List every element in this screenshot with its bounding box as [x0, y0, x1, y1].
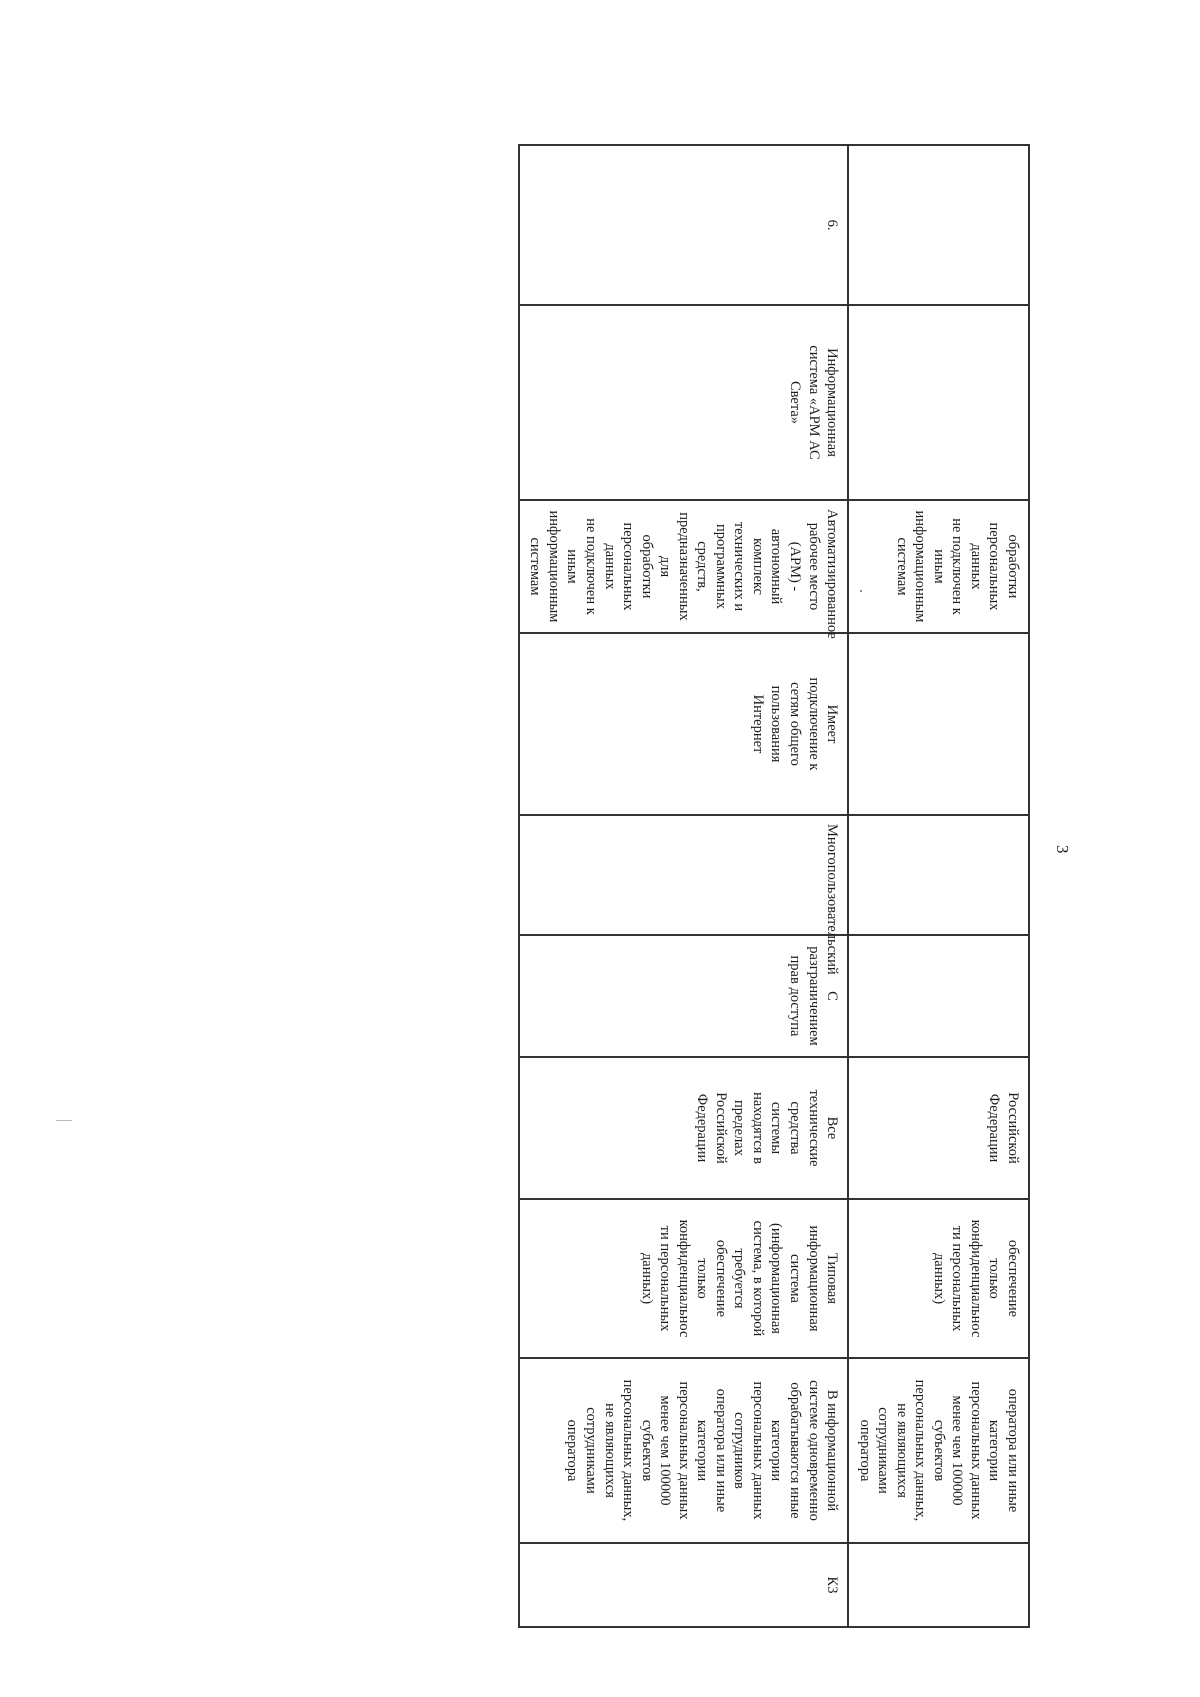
cell-row6-mode: Многопользовательский	[519, 815, 848, 935]
cell-continued-description: обработки персональных данных не подключен к иным информационным системам	[848, 500, 1029, 633]
cell-continued-location: Российской Федерации	[848, 1057, 1029, 1199]
cell-continued-no	[848, 145, 1029, 305]
table-row-continued	[848, 145, 1029, 1627]
cell-row6-level: К3	[519, 1543, 848, 1627]
cell-continued-access	[848, 935, 1029, 1057]
scan-speck	[860, 590, 862, 592]
systems-table	[518, 144, 1030, 1628]
cell-row6-access: С разграничением прав доступа	[519, 935, 848, 1057]
cell-row6-type: Типовая информационная система (информационная система, в которой требуется обеспечение только конфиденциальнос ти персональных данных)	[519, 1199, 848, 1358]
cell-continued-name	[848, 305, 1029, 500]
scan-mark	[56, 1120, 72, 1121]
cell-row6-category: В информационной системе одновременно обрабатываются иные категории персональных данных сотрудников оператора или иные категории персональных данных менее чем 100000 субъектов персональных данных, не являющихся сотрудниками оператора	[519, 1358, 848, 1543]
cell-continued-level	[848, 1543, 1029, 1627]
cell-continued-category: оператора или иные категории персональных данных менее чем 100000 субъектов персональных данных, не являющихся сотрудниками оператора	[848, 1358, 1029, 1543]
cell-row6-location: Все технические средства системы находятся в пределах Российской Федерации	[519, 1057, 848, 1199]
cell-row6-description: Автоматизированное рабочее место (АРМ) - автономный комплекс технических и программных средств, предназначенных для обработки персональных данных не подключен к иным информационным системам	[519, 500, 848, 633]
cell-continued-mode	[848, 815, 1029, 935]
cell-row6-name: Информационная система «АРМ АС Света»	[519, 305, 848, 500]
page-number: 3	[1053, 845, 1072, 854]
cell-row6-no: 6.	[519, 145, 848, 305]
table-row-6	[519, 145, 848, 1627]
cell-continued-type: обеспечение только конфиденциальнос ти персональных данных)	[848, 1199, 1029, 1358]
cell-continued-connection	[848, 633, 1029, 815]
cell-row6-connection: Имеет подключение к сетям общего пользования Интернет	[519, 633, 848, 815]
